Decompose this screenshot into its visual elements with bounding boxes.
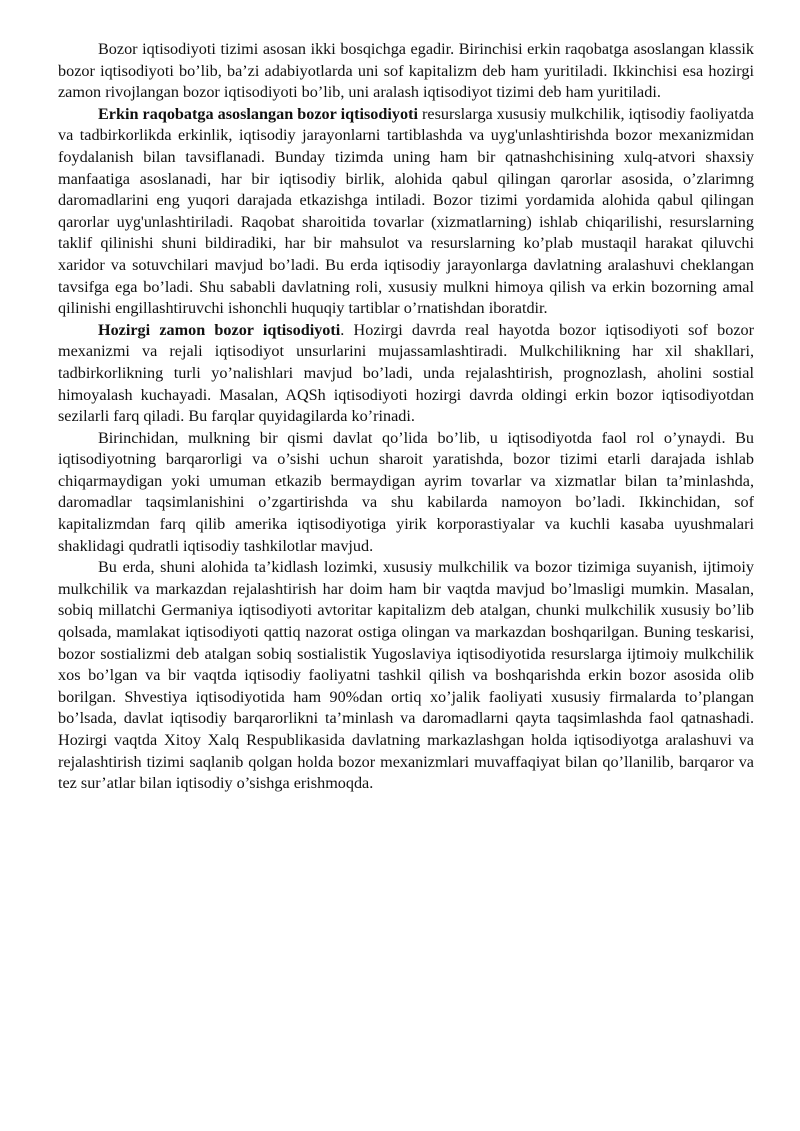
term-modern-market: Hozirgi zamon bozor iqtisodiyoti — [98, 320, 341, 339]
paragraph-firstly: Birinchidan, mulkning bir qismi davlat qo’lida bo’lib, u iqtisodiyotda faol rol o’ynaydi. Bu iqtisodiyotning barqarorligi va o’sishi uchun sharoit yaratishda, bozor tizimi etarli darajada ishlab chiqarmaydigan yoki umuman etkazib bermaydigan ayrim tovarlar va xizmatlar bilan ta’minlashda, daromadlar taqsimlanishini o’zgartirishda va shu kabilarda namoyon bo’ladi. Ikkinchidan, sof kapitalizmdan farq qilib amerika iqtisodiyotiga yirik korporastiyalar va kuchli kasaba uyushmalari shaklidagi qudratli iqtisodiy tashkilotlar mavjud. — [58, 428, 754, 555]
paragraph-free-market-text: resurslarga xususiy mulkchilik, iqtisodiy faoliyatda va tadbirkorlikda erkinlik, iqtisodiy jarayonlarni tartiblashda va uyg'unlashtirishda bozor mexanizmidan foydalanish bilan tavsiflanadi. Bunday tizimda uning ham bir qatnashchisining xulq-atvori shaxsiy manfaatiga asoslanadi, har bir iqtisodiy birlik, alohida qabul qilingan qarorlar asosida, o’zlarimng daromadlarini eng yuqori darajada etkazishga intiladi. Bozor tizimi yordamida alohida qabul qilingan qarorlar uyg'unlashtiriladi. Raqobat sharoitida tovarlar (xizmatlarning) ishlab chiqarilishi, resurslarning taklif qilinishi shuni bildiradiki, har bir mahsulot va resurslarning ko’plab mustaqil harakat qiluvchi xaridor va sotuvchilari mavjud bo’ladi. Bu erda iqtisodiy jarayonlarga davlatning aralashuvi cheklangan tavsifga ega bo’ladi. Shu sababli davlatning roli, xususiy mulkni himoya qilish va erkin bozorning amal qilinishi engillashtiruvchi ishonchli huquqiy tartiblar o’rnatishdan iboratdir. — [58, 104, 754, 318]
paragraph-modern-market — [58, 320, 754, 428]
paragraph-intro: Bozor iqtisodiyoti tizimi asosan ikki bosqichga egadir. Birinchisi erkin raqobatga asoslangan klassik bozor iqtisodiyoti bo’lib, ba’zi adabiyotlarda uni sof kapitalizm deb ham yuritiladi. Ikkinchisi esa hozirgi zamon rivojlangan bozor iqtisodiyoti bo’lib, uni aralash iqtisodiyot tizimi deb ham yuritiladi. — [58, 40, 754, 102]
term-free-market: Erkin raqobatga asoslangan bozor iqtisodiyoti — [98, 104, 418, 123]
document-page — [58, 39, 754, 795]
paragraph-examples: Bu erda, shuni alohida ta’kidlash lozimki, xususiy mulkchilik va bozor tizimiga suyanish, ijtimoiy mulkchilik va markazdan rejalashtirish har doim ham bir vaqtda mavjud bo’lmasligi mumkin. Masalan, sobiq millatchi Germaniya iqtisodiyoti avtoritar kapitalizm deb atalgan, chunki mulkchilik xususiy bo’lib qolsada, mamlakat iqtisodiyoti qattiq nazorat ostiga olingan va markazdan boshqarilgan. Buning teskarisi, bozor sostializmi deb atalgan sobiq sostialistik Yugoslaviya iqtisodiyotida resurslarga ijtimoiy mulkchilik xos bo’lgan va bir vaqtda iqtisodiy faoliyatni tashkil qilish va boshqarishda erkin bozor asosida olib borilgan. Shvestiya iqtisodiyotida ham 90%dan ortiq xo’jalik faoliyati xususiy firmalarda to’plangan bo’lsada, davlat iqtisodiy barqarorlikni ta’minlash va daromadlarni qayta taqsimlashda faol qatnashadi. Hozirgi vaqtda Xitoy Xalq Respublikasida davlatning markazlashgan holda iqtisodiyotga aralashuvi va rejalashtirish tizimi saqlanib qolgan holda bozor mexanizmlari muvaffaqiyat bilan qo’llanilib, barqaror va tez sur’atlar bilan iqtisodiy o’sishga erishmoqda. — [58, 558, 754, 793]
paragraph-free-market — [58, 104, 754, 320]
paragraph-modern-market-text: . Hozirgi davrda real hayotda bozor iqtisodiyoti sof bozor mexanizmi va rejali iqtisodiyot unsurlarini mujassamlashtiradi. Mulkchilikning har xil shakllari, tadbirkorlikning turli yo’nalishlari mavjud bo’ladi, unda rejalashtirish, prognozlash, aholini sostial himoyalash kuchayadi. Masalan, AQSh iqtisodiyoti hozirgi davrda oldingi erkin bozor iqtisodiyotdan sezilarli farq qiladi. Bu farqlar quyidagilarda ko’rinadi. — [58, 320, 754, 426]
